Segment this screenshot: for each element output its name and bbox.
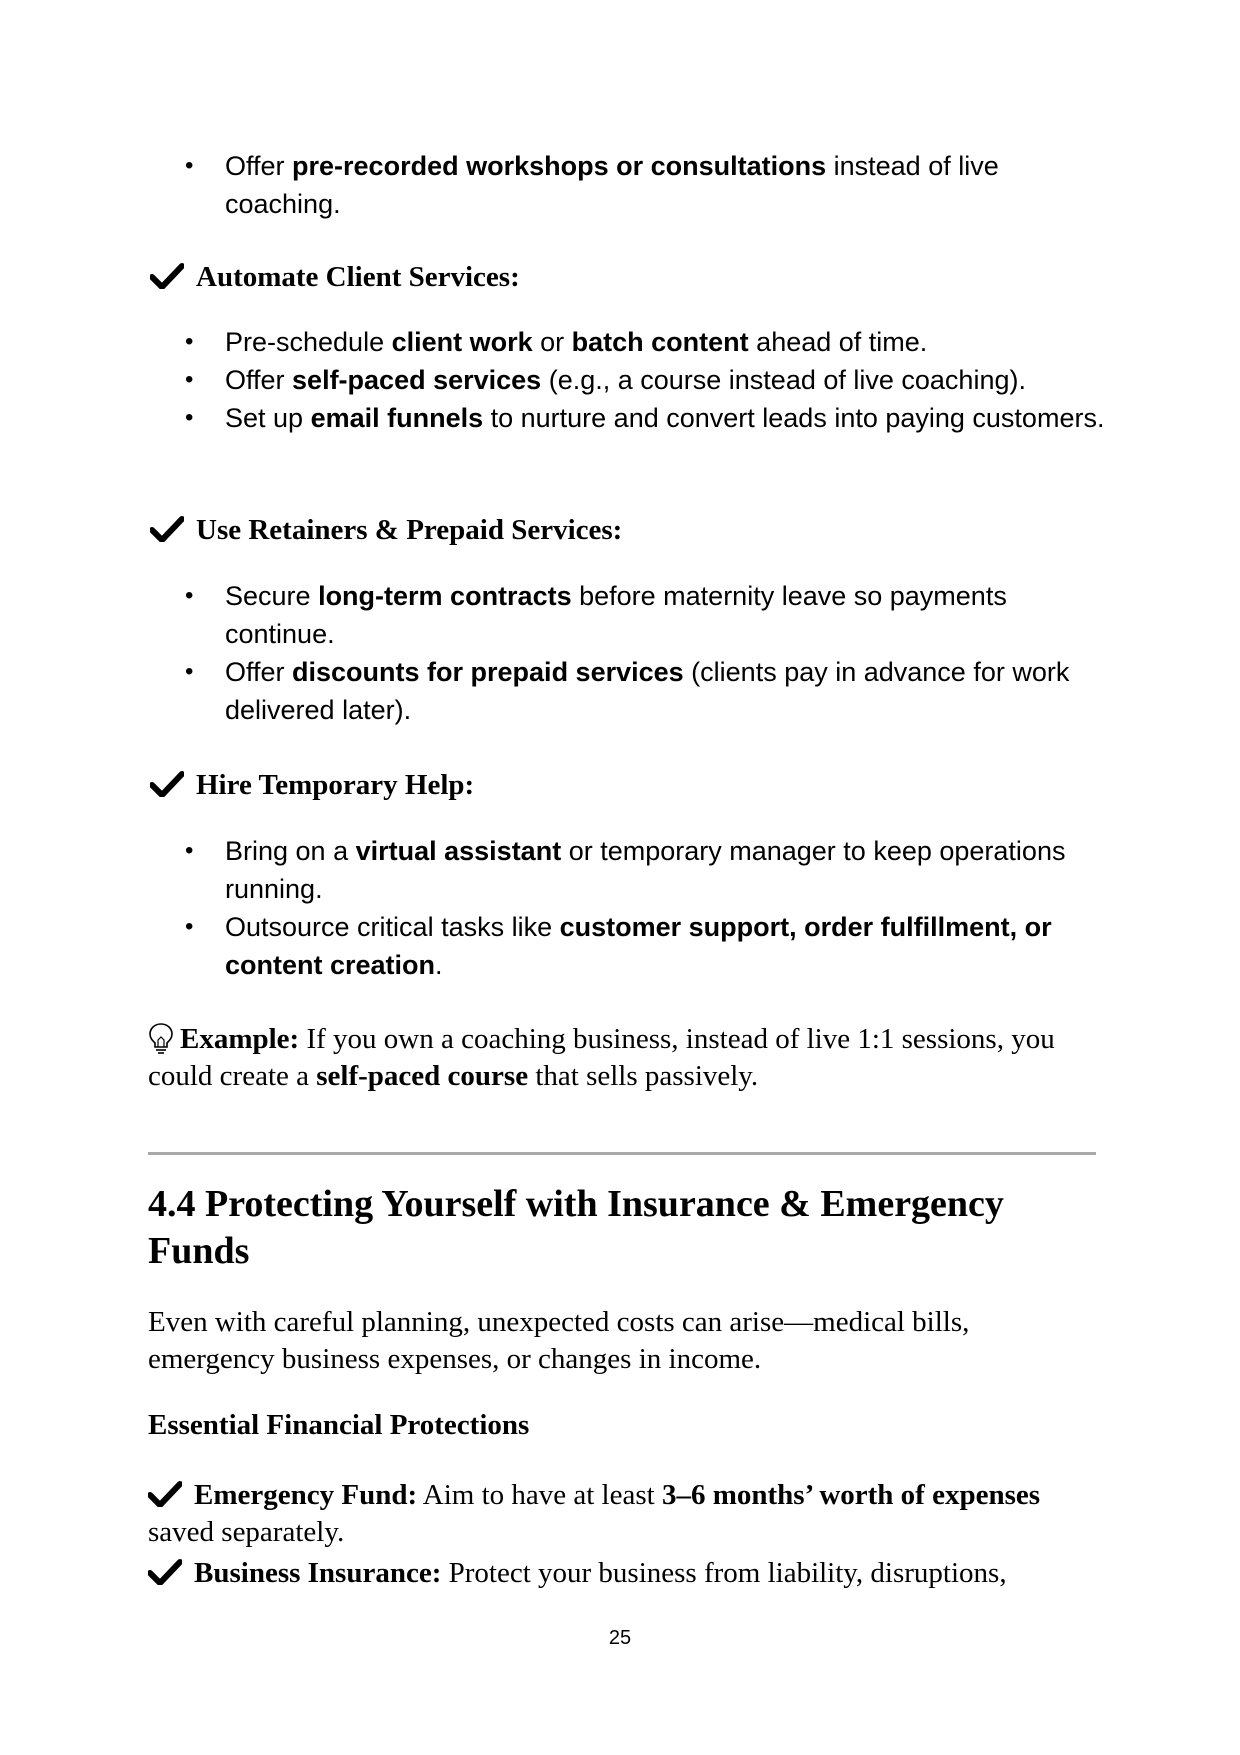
- list-item-bold: pre-recorded workshops or consultations: [292, 151, 827, 181]
- list-item-text: Offer: [225, 365, 293, 395]
- list-item-text: Offer: [225, 151, 293, 181]
- list-item-bold: customer support, order fulfillment, or content creation: [225, 912, 1052, 980]
- list-item-bold: batch content: [571, 327, 749, 357]
- list-item-text: before maternity leave so payments continue.: [225, 581, 1007, 649]
- list-item: [185, 653, 1105, 729]
- list-item-text: (clients pay in advance for work delivered later).: [225, 657, 1070, 725]
- list-item: [185, 147, 1105, 223]
- list-item-text: Set up: [225, 403, 311, 433]
- list-item-text: ahead of time.: [748, 327, 928, 357]
- subheading: Essential Financial Protections: [148, 1409, 530, 1441]
- list-item: [185, 361, 1105, 399]
- list-item-bold: email funnels: [310, 403, 484, 433]
- item-label: Emergency Fund:: [194, 1479, 418, 1511]
- item-text: saved separately.: [148, 1516, 345, 1548]
- check-mark-icon: [150, 516, 184, 542]
- retainers-list: [185, 577, 1105, 729]
- section-intro: Even with careful planning, unexpected costs can arise—medical bills, emergency business expenses, or changes in income.: [148, 1306, 970, 1375]
- example-text: that sells passively.: [528, 1060, 759, 1092]
- automate-list: [185, 323, 1105, 437]
- list-item: [185, 399, 1105, 437]
- item-text: Aim to have at least: [417, 1479, 662, 1511]
- list-item-text: .: [435, 950, 443, 980]
- check-mark-icon: [150, 263, 184, 289]
- heading-text: Use Retainers & Prepaid Services:: [196, 514, 623, 546]
- check-mark-icon: [150, 771, 184, 797]
- list-item-text: Outsource critical tasks like: [225, 912, 560, 942]
- list-item-text: to nurture and convert leads into paying customers.: [483, 403, 1105, 433]
- page-number: 25: [608, 1627, 632, 1649]
- list-item-bold: virtual assistant: [355, 836, 562, 866]
- list-item-text: or: [532, 327, 572, 357]
- list-item-text: (e.g., a course instead of live coaching).: [541, 365, 1026, 395]
- example-paragraph: [148, 1021, 1098, 1095]
- example-text: If you own a coaching business, instead of live 1:1 sessions, you could create a: [148, 1023, 1055, 1092]
- item-label: Business Insurance:: [194, 1557, 442, 1589]
- list-item-text: or temporary manager to keep operations running.: [225, 836, 1066, 904]
- heading-text: Automate Client Services:: [196, 261, 520, 293]
- list-item-text: Offer: [225, 657, 293, 687]
- example-bold: self-paced course: [316, 1060, 529, 1092]
- list-item: [185, 323, 1105, 361]
- list-item: [185, 577, 1105, 653]
- check-mark-icon: [148, 1559, 182, 1585]
- check-mark-icon: [148, 1481, 182, 1507]
- automate-heading: [150, 258, 520, 296]
- list-item-text: Pre-schedule: [225, 327, 392, 357]
- list-item: [185, 908, 1105, 984]
- list-item-text: Bring on a: [225, 836, 356, 866]
- example-label: Example:: [180, 1023, 300, 1055]
- list-item-text: instead of live coaching.: [225, 151, 999, 219]
- hire-list: [185, 832, 1105, 984]
- lightbulb-icon: [148, 1022, 174, 1054]
- item-text: Protect your business from liability, disruptions,: [441, 1557, 1007, 1589]
- emergency-fund-item: [148, 1477, 1098, 1551]
- hire-heading: [150, 766, 474, 804]
- intro-list: [185, 147, 1105, 223]
- section-title: 4.4 Protecting Yourself with Insurance & Emergency Funds: [148, 1183, 1004, 1272]
- list-item-bold: long-term contracts: [318, 581, 572, 611]
- retainers-heading: [150, 511, 622, 549]
- heading-text: Hire Temporary Help:: [196, 769, 475, 801]
- list-item-bold: self-paced services: [292, 365, 542, 395]
- list-item: [185, 832, 1105, 908]
- list-item-text: Secure: [225, 581, 319, 611]
- list-item-bold: client work: [391, 327, 533, 357]
- section-divider: [148, 1152, 1096, 1155]
- item-bold: 3–6 months’ worth of expenses: [661, 1479, 1041, 1511]
- list-item-bold: discounts for prepaid services: [292, 657, 684, 687]
- business-insurance-item: [148, 1555, 1098, 1592]
